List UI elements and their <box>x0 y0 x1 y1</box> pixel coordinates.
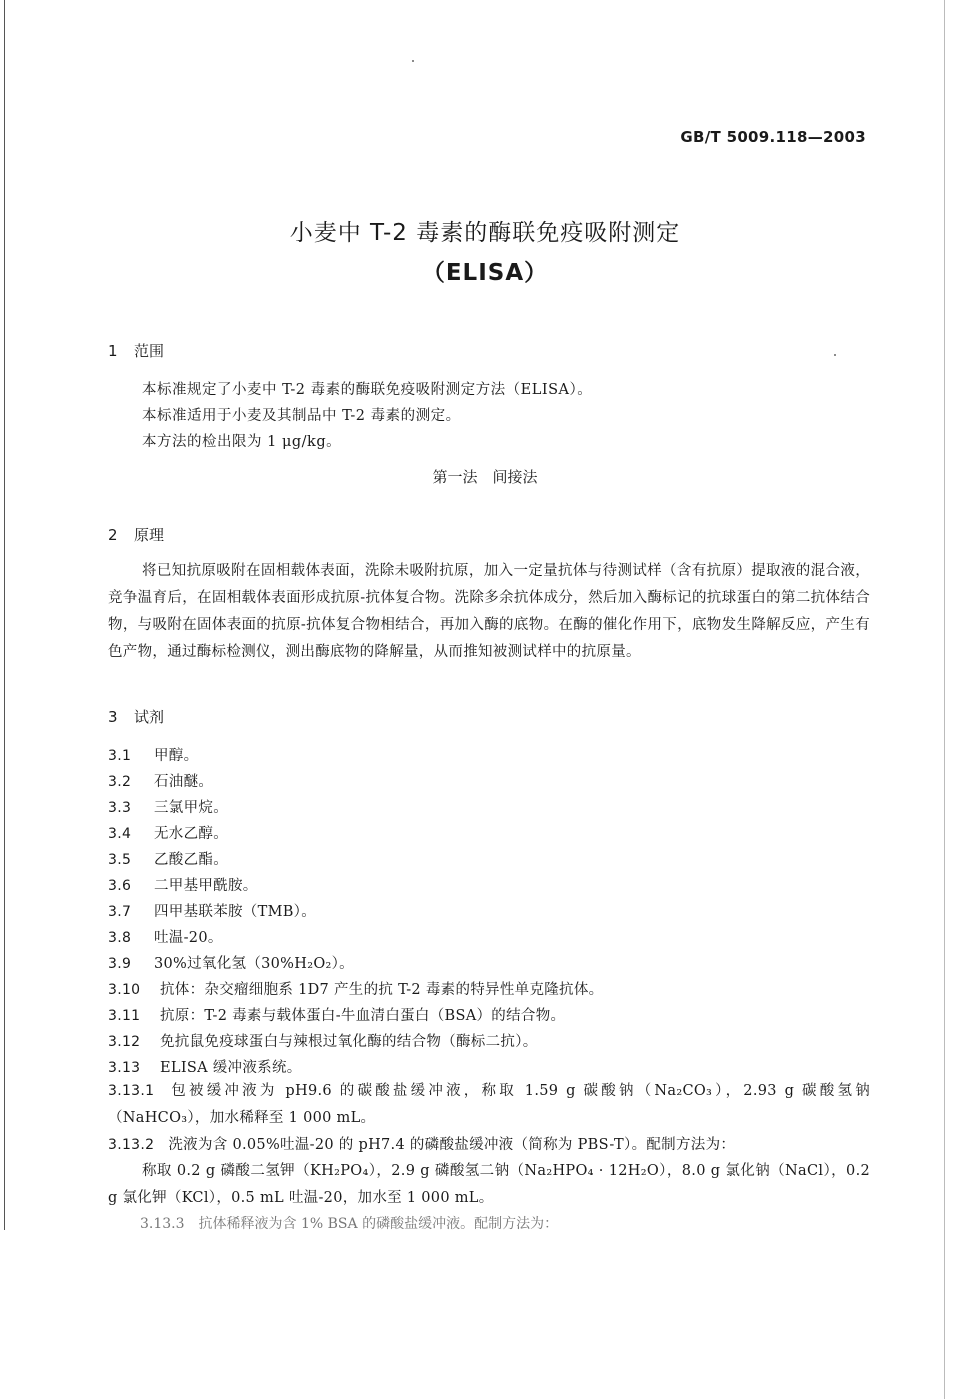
cut-off-text: 3.13.3 抗体稀释液为含 1% BSA 的磷酸盐缓冲液。配制方法为： <box>140 1216 559 1232</box>
list-item <box>108 874 258 895</box>
item-number: 3.6 <box>108 878 132 894</box>
document-title: 小麦中 T-2 毒素的酶联免疫吸附测定 <box>289 220 681 246</box>
item-number: 3.13 <box>108 1060 141 1076</box>
item-number: 3.12 <box>108 1034 141 1050</box>
list-item <box>108 926 223 947</box>
section-heading-reagents <box>108 706 164 727</box>
item-text: 乙酸乙酯。 <box>154 852 228 868</box>
principle-paragraph: 将已知抗原吸附在固相载体表面，洗除未吸附抗原，加入一定量抗体与待测试样（含有抗原）提取液的混合液，竞争温育后，在固相载体表面形成抗原-抗体复合物。洗除多余抗体成分，然后加入酶标记的抗球蛋白的第二抗体结合物，与吸附在固体表面的抗原-抗体复合物相结合，再加入酶的底物。在酶的催化作用下，底物发生降解反应，产生有色产物，通过酶标检测仪，测出酶底物的降解量，从而推知被测试样中的抗原量。 <box>108 563 870 660</box>
section-number: 3 <box>108 708 118 726</box>
scan-left-edge <box>4 0 5 1230</box>
item-text: 石油醚。 <box>154 774 214 790</box>
scan-speck <box>412 60 414 62</box>
item-number: 3.10 <box>108 982 141 998</box>
item-text: 四甲基联苯胺（TMB）。 <box>154 904 317 920</box>
list-item <box>108 822 228 843</box>
list-item <box>108 1030 538 1051</box>
item-number: 3.7 <box>108 904 132 920</box>
item-text: 抗体：杂交瘤细胞系 1D7 产生的抗 T-2 毒素的特异性单克隆抗体。 <box>160 982 604 998</box>
scope-paragraph: 本标准适用于小麦及其制品中 T-2 毒素的测定。 <box>142 408 461 424</box>
item-text: 三氯甲烷。 <box>154 800 228 816</box>
subitem-3-13-2 <box>108 1132 870 1159</box>
section-number: 2 <box>108 526 118 544</box>
list-item <box>108 744 198 765</box>
section-heading-principle <box>108 524 164 545</box>
item-number: 3.4 <box>108 826 132 842</box>
document-subtitle: （ELISA） <box>421 260 549 286</box>
list-item <box>108 1056 302 1077</box>
item-number: 3.2 <box>108 774 132 790</box>
item-number: 3.8 <box>108 930 132 946</box>
scan-right-edge <box>944 0 945 1399</box>
item-text: 甲醇。 <box>154 748 199 764</box>
cut-off-line <box>140 1213 600 1232</box>
item-number: 3.13.1 <box>108 1083 155 1099</box>
item-number: 3.1 <box>108 748 132 764</box>
item-text: 吐温-20。 <box>154 930 223 946</box>
item-text: 二甲基甲酰胺。 <box>154 878 258 894</box>
item-number: 3.5 <box>108 852 132 868</box>
section-number: 1 <box>108 342 118 360</box>
subitem-3-13-1 <box>108 1078 870 1132</box>
item-text: 洗液为含 0.05%吐温-20 的 pH7.4 的磷酸盐缓冲液（简称为 PBS-T）。配制方法为： <box>168 1137 736 1153</box>
item-number: 3.3 <box>108 800 132 816</box>
item-text: 包被缓冲液为 pH9.6 的碳酸盐缓冲液，称取 1.59 g 碳酸钠（Na₂CO₃），2.93 g 碳酸氢钠（NaHCO₃），加水稀释至 1 000 mL。 <box>108 1083 870 1126</box>
list-item <box>108 848 228 869</box>
item-text: 30%过氧化氢（30%H₂O₂）。 <box>154 956 354 972</box>
list-item <box>108 900 316 921</box>
list-item <box>108 978 603 999</box>
list-item <box>108 952 354 973</box>
item-number: 3.13.2 <box>108 1137 155 1153</box>
scope-paragraph: 本方法的检出限为 1 μg/kg。 <box>142 434 342 450</box>
item-text: ELISA 缓冲液系统。 <box>160 1060 302 1076</box>
item-text: 免抗鼠免疫球蛋白与辣根过氧化酶的结合物（酶标二抗）。 <box>160 1034 538 1050</box>
list-item <box>108 770 213 791</box>
item-text: 抗原：T-2 毒素与载体蛋白-牛血清白蛋白（BSA）的结合物。 <box>160 1008 566 1024</box>
scope-paragraph: 本标准规定了小麦中 T-2 毒素的酶联免疫吸附测定方法（ELISA）。 <box>142 382 593 398</box>
standard-number: GB/T 5009.118—2003 <box>680 128 866 146</box>
item-text: 无水乙醇。 <box>154 826 228 842</box>
section-title: 原理 <box>134 526 165 544</box>
item-number: 3.11 <box>108 1008 141 1024</box>
subitem-3-13-2-detail: 称取 0.2 g 磷酸二氢钾（KH₂PO₄），2.9 g 磷酸氢二钠（Na₂HPO₄ · 12H₂O），8.0 g 氯化钠（NaCl），0.2 g 氯化钾（KCl），0.5 mL 吐温-20，加水至 1 000 mL。 <box>108 1163 870 1206</box>
list-item <box>108 796 228 817</box>
scan-speck <box>834 354 836 356</box>
section-title: 试剂 <box>134 708 165 726</box>
item-number: 3.9 <box>108 956 132 972</box>
section-heading-scope <box>108 340 164 361</box>
section-title: 范围 <box>134 342 165 360</box>
method-heading: 第一法 间接法 <box>432 468 538 486</box>
list-item <box>108 1004 565 1025</box>
